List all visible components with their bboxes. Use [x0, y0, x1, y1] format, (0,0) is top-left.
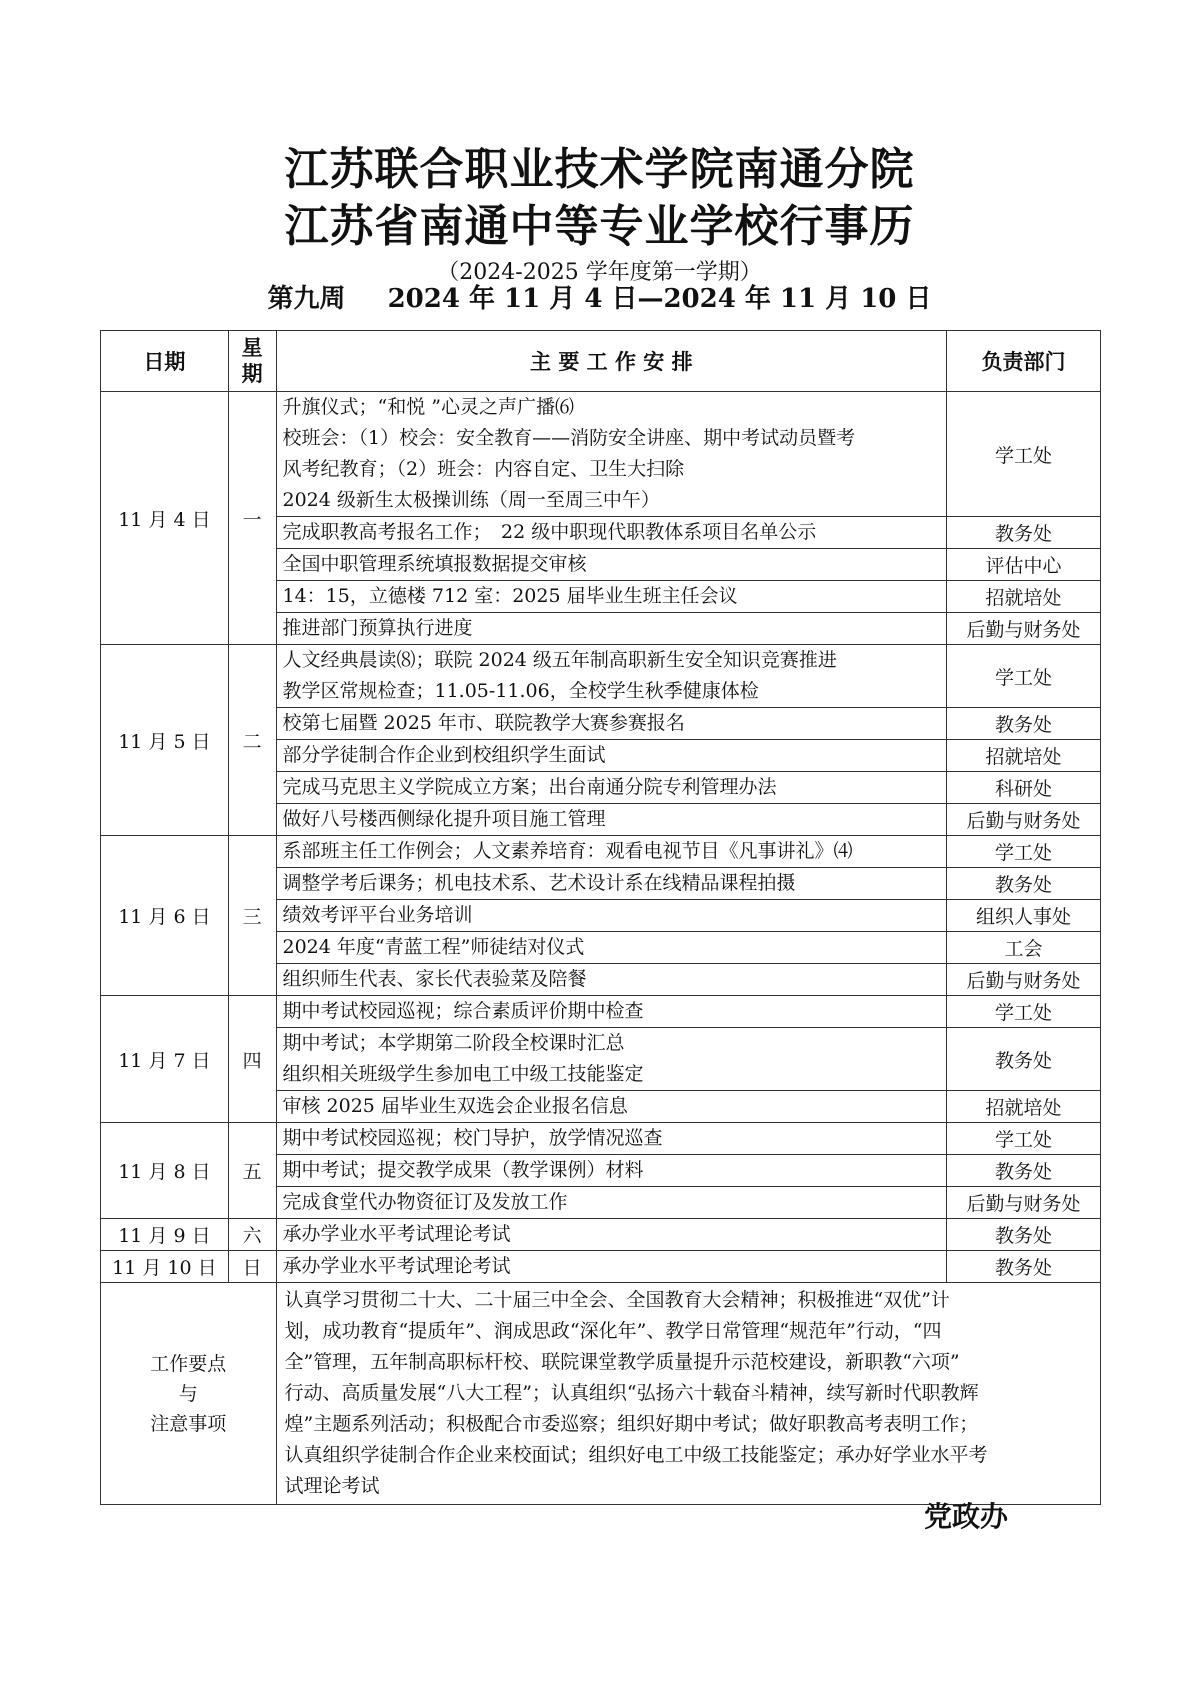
notes-row — [101, 1283, 1101, 1505]
task-line: 期中考试校园巡视；综合素质评价期中检查 — [282, 1000, 644, 1022]
weekday-cell: 四 — [228, 996, 276, 1123]
task-cell — [276, 1091, 947, 1123]
dept-cell: 后勤与财务处 — [947, 613, 1101, 645]
date-cell: 11 月 9 日 — [101, 1219, 229, 1251]
signature: 党政办 — [924, 1500, 1009, 1533]
header-weekday — [228, 331, 276, 392]
weekday-cell: 二 — [228, 645, 276, 836]
dept-cell: 教务处 — [947, 1219, 1101, 1251]
task-line: 校第七届暨 2025 年市、联院教学大赛参赛报名 — [282, 712, 685, 734]
task-cell — [276, 836, 947, 868]
task-line: 组织相关班级学生参加电工中级工技能鉴定 — [282, 1063, 644, 1085]
dept-cell: 招就培处 — [947, 1091, 1101, 1123]
date-cell: 11 月 10 日 — [101, 1251, 229, 1283]
task-line: 14：15，立德楼 712 室：2025 届毕业生班主任会议 — [282, 585, 738, 607]
task-cell — [276, 804, 947, 836]
task-cell — [276, 1219, 947, 1251]
notes-line: 全”管理，五年制高职标杆校、联院课堂教学质量提升示范校建设，新职教“六项” — [284, 1351, 960, 1373]
notes-line: 划，成功教育“提质年”、润成思政“深化年”、教学日常管理“规范年”行动，“四 — [284, 1320, 942, 1342]
notes-line: 试理论考试 — [284, 1475, 380, 1497]
task-cell — [276, 581, 947, 613]
task-line: 调整学考后课务；机电技术系、艺术设计系在线精品课程拍摄 — [282, 872, 796, 894]
notes-line: 煌”主题系列活动；积极配合市委巡察；组织好期中考试；做好职教高考表明工作； — [284, 1413, 979, 1435]
task-line: 2024 年度“青蓝工程”师徒结对仪式 — [282, 936, 585, 958]
task-line: 审核 2025 届毕业生双选会企业报名信息 — [282, 1095, 628, 1117]
date-cell: 11 月 7 日 — [101, 996, 229, 1123]
task-cell — [276, 996, 947, 1028]
task-line: 系部班主任工作例会；人文素养培育：观看电视节目《凡事讲礼》⑷ — [282, 840, 853, 862]
dept-cell: 教务处 — [947, 708, 1101, 740]
header-dept: 负责部门 — [947, 331, 1101, 392]
task-line: 教学区常规检查；11.05-11.06，全校学生秋季健康体检 — [282, 680, 759, 702]
weekday-cell: 一 — [228, 392, 276, 645]
dept-cell: 教务处 — [947, 517, 1101, 549]
notes-label — [101, 1283, 277, 1505]
task-cell — [276, 549, 947, 581]
task-cell — [276, 1123, 947, 1155]
dept-cell: 科研处 — [947, 772, 1101, 804]
task-line: 期中考试；提交教学成果（教学课例）材料 — [282, 1159, 644, 1181]
dept-cell: 组织人事处 — [947, 900, 1101, 932]
notes-line: 认真学习贯彻二十大、二十届三中全会、全国教育大会精神；积极推进“双优”计 — [284, 1289, 950, 1311]
week-line — [0, 282, 1199, 316]
dept-cell: 学工处 — [947, 392, 1101, 517]
notes-line: 行动、高质量发展“八大工程”；认真组织“弘扬六十载奋斗精神，续写新时代职教辉 — [284, 1382, 979, 1404]
task-line: 绩效考评平台业务培训 — [282, 904, 473, 926]
task-line: 部分学徒制合作企业到校组织学生面试 — [282, 744, 606, 766]
dept-cell: 教务处 — [947, 1155, 1101, 1187]
notes-label-line: 工作要点 — [150, 1352, 227, 1375]
task-line: 全国中职管理系统填报数据提交审核 — [282, 553, 587, 575]
table-row — [101, 392, 1101, 517]
title-line-1: 江苏联合职业技术学院南通分院 — [284, 144, 915, 195]
dept-cell: 学工处 — [947, 1123, 1101, 1155]
task-line: 承办学业水平考试理论考试 — [282, 1255, 511, 1277]
task-cell — [276, 1028, 947, 1091]
task-line: 完成马克思主义学院成立方案；出台南通分院专利管理办法 — [282, 776, 777, 798]
subtitle: （2024-2025 学年度第一学期） — [437, 260, 762, 285]
task-line: 推进部门预算执行进度 — [282, 617, 473, 639]
dept-cell: 教务处 — [947, 1028, 1101, 1091]
task-cell — [276, 900, 947, 932]
task-line: 校班会：（1）校会：安全教育——消防安全讲座、期中考试动员暨考 — [282, 427, 856, 449]
task-line: 组织师生代表、家长代表验菜及陪餐 — [282, 968, 587, 990]
table-header-row — [101, 331, 1101, 392]
dept-cell: 后勤与财务处 — [947, 964, 1101, 996]
weekday-cell: 日 — [228, 1251, 276, 1283]
table-row — [101, 645, 1101, 708]
date-cell: 11 月 4 日 — [101, 392, 229, 645]
header-weekday-char: 期 — [241, 361, 263, 386]
task-line: 期中考试校园巡视；校门导护，放学情况巡查 — [282, 1127, 663, 1149]
task-line: 完成食堂代办物资征订及发放工作 — [282, 1191, 568, 1213]
week-label: 第九周 — [267, 284, 346, 314]
title-line-2: 江苏省南通中等专业学校行事历 — [284, 201, 915, 252]
task-line: 人文经典晨读⑻；联院 2024 级五年制高职新生安全知识竞赛推进 — [282, 649, 837, 671]
task-line: 风考纪教育；（2）班会：内容自定、卫生大扫除 — [282, 458, 685, 480]
weekday-cell: 三 — [228, 836, 276, 996]
dept-cell: 招就培处 — [947, 740, 1101, 772]
dept-cell: 学工处 — [947, 996, 1101, 1028]
weekday-cell: 五 — [228, 1123, 276, 1219]
task-line: 升旗仪式；“和悦 ”心灵之声广播⑹ — [282, 396, 574, 418]
task-cell — [276, 868, 947, 900]
task-cell — [276, 932, 947, 964]
table-row — [101, 1123, 1101, 1155]
date-cell: 11 月 8 日 — [101, 1123, 229, 1219]
dept-cell: 学工处 — [947, 645, 1101, 708]
notes-line: 认真组织学徒制合作企业来校面试；组织好电工中级工技能鉴定；承办好学业水平考 — [284, 1444, 988, 1466]
task-cell — [276, 392, 947, 517]
notes-text — [276, 1283, 1101, 1505]
task-cell — [276, 517, 947, 549]
task-line: 期中考试；本学期第二阶段全校课时汇总 — [282, 1032, 625, 1054]
table-row — [101, 1251, 1101, 1283]
week-range: 2024 年 11 月 4 日—2024 年 11 月 10 日 — [387, 284, 932, 314]
task-cell — [276, 964, 947, 996]
task-cell — [276, 613, 947, 645]
task-line: 2024 级新生太极操训练（周一至周三中午） — [282, 489, 660, 511]
task-cell — [276, 1187, 947, 1219]
dept-cell: 后勤与财务处 — [947, 1187, 1101, 1219]
table-row — [101, 996, 1101, 1028]
task-line: 完成职教高考报名工作； 22 级中职现代职教体系项目名单公示 — [282, 521, 817, 543]
notes-label-line: 与 — [178, 1382, 198, 1405]
header-date: 日期 — [101, 331, 229, 392]
notes-label-line: 注意事项 — [150, 1412, 227, 1435]
task-cell — [276, 708, 947, 740]
dept-cell: 教务处 — [947, 868, 1101, 900]
task-cell — [276, 645, 947, 708]
task-line: 承办学业水平考试理论考试 — [282, 1223, 511, 1245]
date-cell: 11 月 5 日 — [101, 645, 229, 836]
dept-cell: 教务处 — [947, 1251, 1101, 1283]
dept-cell: 后勤与财务处 — [947, 804, 1101, 836]
table-row — [101, 1219, 1101, 1251]
task-cell — [276, 772, 947, 804]
header-weekday-char: 星 — [241, 335, 263, 360]
dept-cell: 学工处 — [947, 836, 1101, 868]
dept-cell: 工会 — [947, 932, 1101, 964]
table-row — [101, 836, 1101, 868]
schedule-table — [100, 330, 1101, 1505]
dept-cell: 招就培处 — [947, 581, 1101, 613]
task-cell — [276, 740, 947, 772]
weekday-cell: 六 — [228, 1219, 276, 1251]
task-cell — [276, 1155, 947, 1187]
date-cell: 11 月 6 日 — [101, 836, 229, 996]
task-cell — [276, 1251, 947, 1283]
dept-cell: 评估中心 — [947, 549, 1101, 581]
task-line: 做好八号楼西侧绿化提升项目施工管理 — [282, 808, 606, 830]
header-tasks: 主 要 工 作 安 排 — [276, 331, 947, 392]
